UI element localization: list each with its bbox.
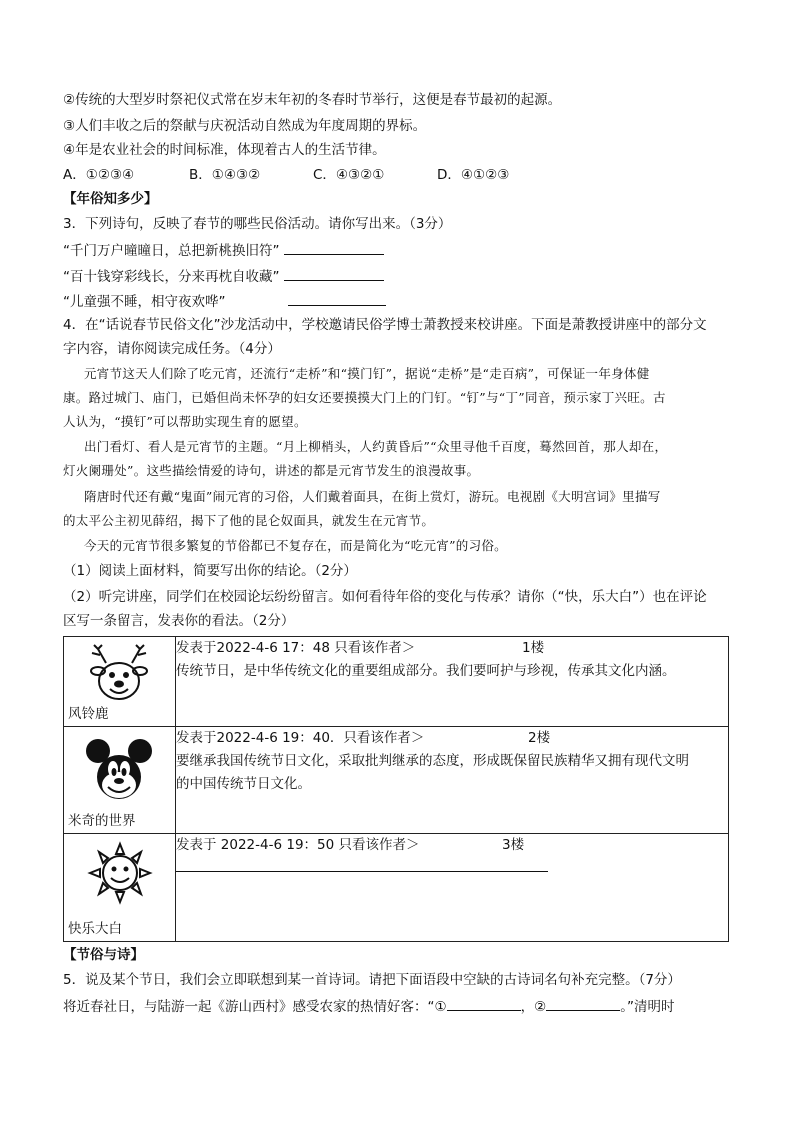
- passage-text: 将近春社日，与陆游一起《游山西村》感受农家的热情好客：“①: [63, 999, 447, 1015]
- article-line: 隋唐时代还有戴“鬼面”闹元宵的习俗，人们戴着面具，在街上赏灯，游玩。电视剧《大明宫词》里描写: [84, 489, 661, 504]
- option-a[interactable]: A．①②③④: [63, 167, 135, 183]
- user-column: [64, 834, 176, 942]
- answer-blank[interactable]: [447, 996, 521, 1011]
- poem-line-1: [63, 240, 384, 260]
- article-line: 出门看灯、看人是元宵节的主题。“月上柳梢头，人约黄昏后”“众里寻他千百度，蓦然回首，那人却在，: [84, 439, 668, 454]
- answer-blank[interactable]: [284, 240, 384, 255]
- article-line: 元宵节这天人们除了吃元宵，还流行“走桥”和“摸门钉”，据说“走桥”是“走百病”，可保证一年身体健: [84, 366, 650, 381]
- post-content: [176, 834, 729, 942]
- article-line: 的太平公主初见薛绍，揭下了他的昆仑奴面具，就发生在元宵节。: [63, 513, 435, 528]
- question-5-stem: 5．说及某个节日，我们会立即联想到某一首诗词。请把下面语段中空缺的古诗词名句补充完整。（7分）: [63, 972, 681, 988]
- answer-options: [63, 166, 563, 184]
- option-b[interactable]: B．①④③②: [189, 167, 261, 183]
- sun-icon: [84, 840, 156, 906]
- floor-number: 2楼: [528, 730, 551, 746]
- poem-line-3: [63, 291, 386, 311]
- answer-blank[interactable]: [284, 266, 384, 281]
- poem-text: “百十钱穿彩线长，分来再枕自收藏”: [63, 269, 280, 285]
- question-4-stem-cont: 字内容，请你阅读完成任务。（4分）: [63, 341, 281, 357]
- article-line: 康。路过城门、庙门，已婚但尚未怀孕的妇女还要摸摸大门上的门钉。“钉”与“丁”同音，预示家丁兴旺。古: [63, 390, 666, 405]
- mouse-icon: [84, 735, 154, 807]
- user-column: [64, 637, 176, 727]
- poem-line-2: [63, 266, 384, 286]
- answer-blank[interactable]: [288, 291, 386, 306]
- floor-number: 3楼: [502, 837, 525, 853]
- article-line: 灯火阑珊处”。这些描绘情爱的诗句，讲述的都是元宵节发生的浪漫故事。: [63, 463, 480, 478]
- article-line: 今天的元宵节很多繁复的节俗都已不复存在，而是简化为“吃元宵”的习俗。: [84, 538, 507, 553]
- reindeer-icon: [84, 643, 154, 705]
- poem-text: “千门万户曈曈日，总把新桃换旧符”: [63, 243, 280, 259]
- answer-blank[interactable]: [546, 996, 620, 1011]
- post-text: 的中国传统节日文化。: [176, 776, 311, 792]
- post-content: [176, 727, 729, 834]
- forum-comment-board: [63, 636, 729, 942]
- section-heading-customs: 【年俗知多少】: [63, 191, 158, 207]
- task-2-cont: 区写一条留言，发表你的看法。（2分）: [63, 613, 295, 629]
- poem-text: “儿童强不睡，相守夜欢哗”: [63, 294, 226, 310]
- post-meta: [176, 637, 728, 660]
- post-info[interactable]: 发表于 2022-4-6 19：50 只看该作者＞: [176, 837, 420, 853]
- article-line: 人认为，“摸钉”可以帮助实现生育的愿望。: [63, 414, 307, 429]
- username[interactable]: 风铃鹿: [68, 706, 109, 722]
- forum-post: [64, 637, 729, 727]
- post-info[interactable]: 发表于2022-4-6 19：40．只看该作者＞: [176, 730, 425, 746]
- post-text: 要继承我国传统节日文化，采取批判继承的态度，形成既保留民族精华又拥有现代文明: [176, 753, 689, 769]
- section-heading-poetry: 【节俗与诗】: [63, 947, 144, 963]
- floor-number: 1楼: [522, 640, 545, 656]
- option-d[interactable]: D．④①②③: [437, 167, 510, 183]
- question-5-text: [63, 996, 674, 1016]
- post-text: 传统节日，是中华传统文化的重要组成部分。我们要呵护与珍视，传承其文化内涵。: [176, 663, 676, 679]
- forum-post: [64, 834, 729, 942]
- user-column: [64, 727, 176, 834]
- option-c[interactable]: C．④③②①: [313, 167, 385, 183]
- post-meta: [176, 834, 728, 857]
- post-info[interactable]: 发表于2022-4-6 17：48 只看该作者＞: [176, 640, 416, 656]
- username[interactable]: 快乐大白: [68, 921, 122, 937]
- task-1: （1）阅读上面材料，简要写出你的结论。（2分）: [63, 563, 357, 579]
- passage-text: ，②: [520, 999, 547, 1015]
- task-2: （2）听完讲座，同学们在校园论坛纷纷留言。如何看待年俗的变化与传承？请你（“快，乐大白”）也在评论: [63, 589, 707, 605]
- passage-text: 。”清明时: [620, 999, 675, 1015]
- post-content: [176, 637, 729, 727]
- post-meta: [176, 727, 728, 750]
- option-line-2: ②传统的大型岁时祭祀仪式常在岁末年初的冬春时节举行，这便是春节最初的起源。: [63, 92, 562, 108]
- option-line-3: ③人们丰收之后的祭献与庆祝活动自然成为年度周期的界标。: [63, 118, 427, 134]
- option-line-4: ④年是农业社会的时间标准，体现着古人的生活节律。: [63, 142, 386, 158]
- comment-answer-blank[interactable]: [176, 857, 548, 872]
- question-3-stem: 3．下列诗句，反映了春节的哪些民俗活动。请你写出来。（3分）: [63, 216, 452, 232]
- username[interactable]: 米奇的世界: [68, 813, 136, 829]
- question-4-stem: 4．在“话说春节民俗文化”沙龙活动中，学校邀请民俗学博士萧教授来校讲座。下面是萧教授讲座中的部分文: [63, 317, 707, 333]
- forum-post: [64, 727, 729, 834]
